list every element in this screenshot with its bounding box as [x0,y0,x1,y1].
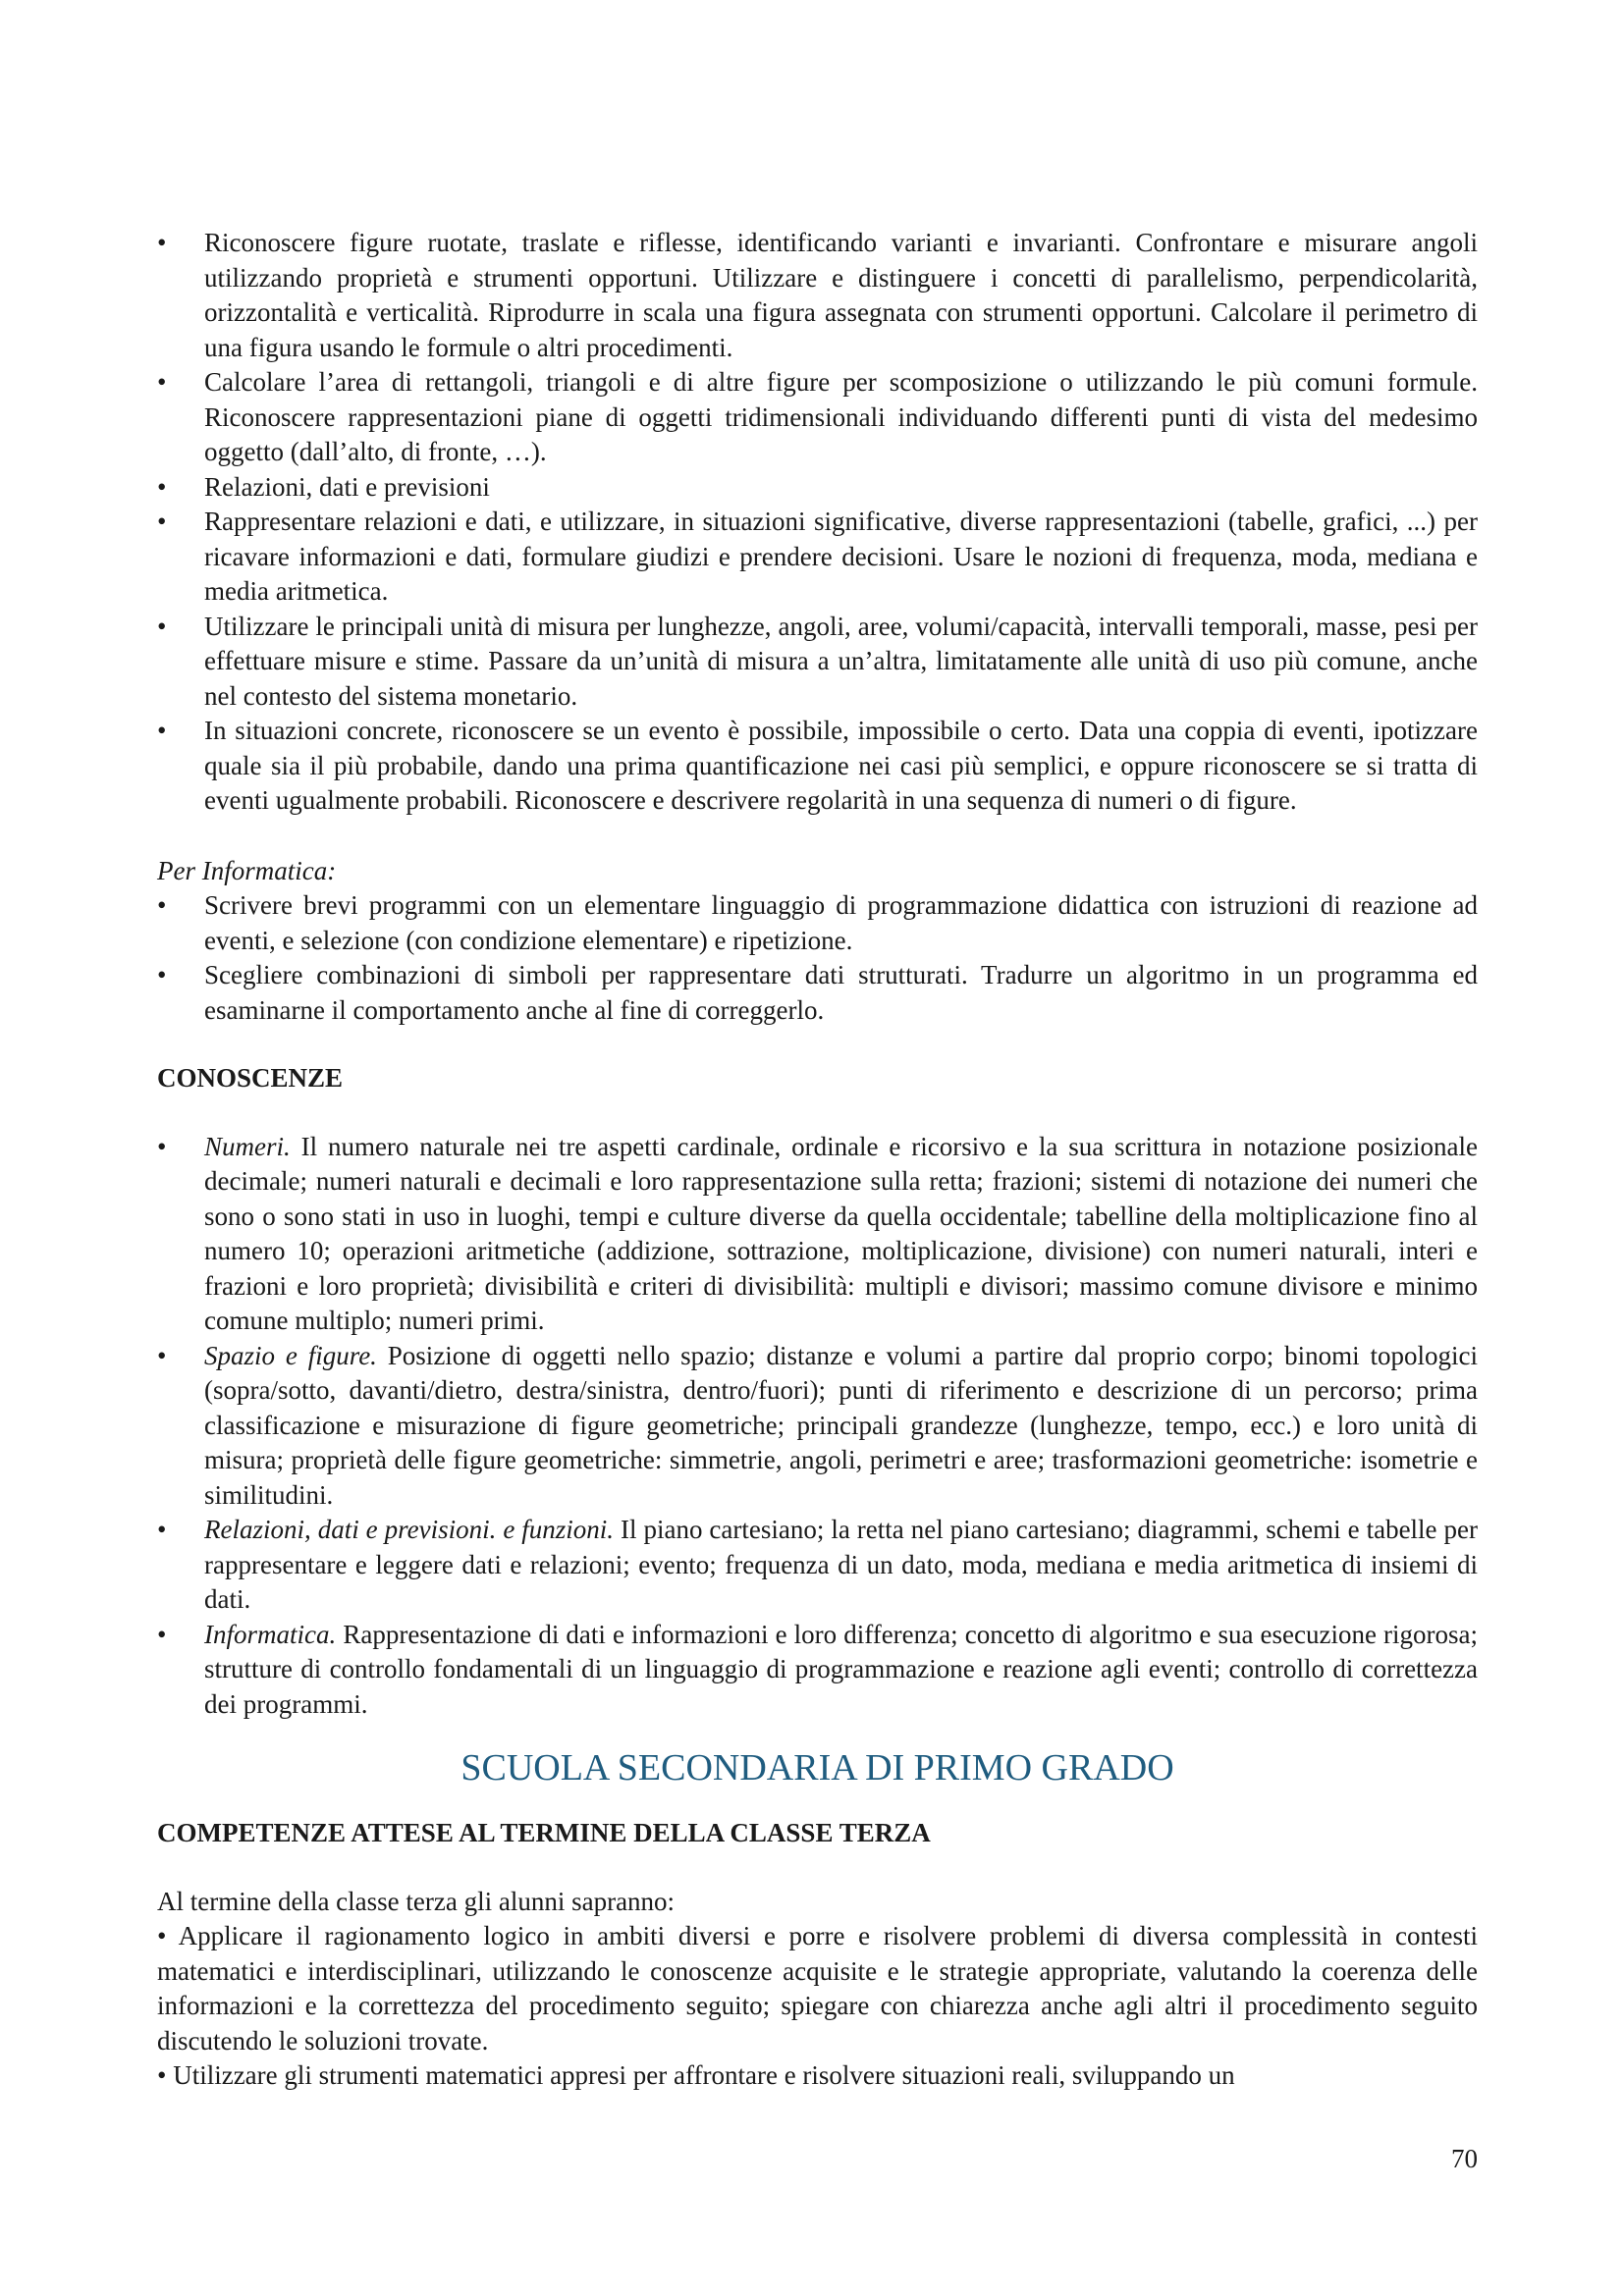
informatica-label: Per Informatica: [157,855,337,885]
item-label: Informatica. [204,1619,337,1649]
list-item: • Informatica. Rappresentazione di dati e informazioni e loro differenza; concetto di algoritmo e sua esecuzione rigorosa; strutture di controllo fondamentali di un linguaggio di programmazione e reazione agli eventi; controllo di correttezza dei programmi. [157,1619,1478,1719]
paragraph: • Applicare il ragionamento logico in ambiti diversi e porre e risolvere problemi di diversa complessità in contesti matematici e interdisciplinari, utilizzando le conoscenze acquisite e le strategie appropriate, valutando la coerenza delle informazioni e la correttezza del procedimento seguito; spiegare con chiarezza anche agli altri il procedimento seguito discutendo le soluzioni trovate. [157,1921,1478,2056]
item-label: Relazioni, dati e previsioni. e funzioni. [204,1515,615,1544]
list-item: • Relazioni, dati e previsioni [157,470,1478,506]
competenze-heading: COMPETENZE ATTESE AL TERMINE DELLA CLASSE TERZA [157,1818,931,1847]
section-title: SCUOLA SECONDARIA DI PRIMO GRADO [460,1747,1174,1789]
bullet: • [157,1340,167,1370]
objectives-list [157,226,1478,819]
bullet: • [157,1619,167,1649]
bullet: • [157,471,167,502]
list-item: • Scrivere brevi programmi con un elementare linguaggio di programmazione didattica con istruzioni di reazione ad eventi, e selezione (con condizione elementare) e ripetizione. [157,890,1478,955]
bullet: • [157,716,167,745]
bullet: • [157,507,167,536]
page-content [157,226,1478,2094]
list-item: • Rappresentare relazioni e dati, e utilizzare, in situazioni significative, diverse rappresentazioni (tabelle, grafici, ...) per ricavare informazioni e dati, formulare giudizi e prendere decisioni. Usare le nozioni di frequenza, moda, mediana e media aritmetica. [157,507,1478,606]
list-item: • In situazioni concrete, riconoscere se un evento è possibile, impossibile o certo. Data una coppia di eventi, ipotizzare quale sia il più probabile, dando una prima quantificazione nei casi più semplici, e oppure riconoscere se si tratta di eventi ugualmente probabili. Riconoscere e descrivere regolarità in una sequenza di numeri o di figure. [157,716,1478,815]
bullet: • [157,367,167,397]
list-item: • Spazio e figure. Posizione di oggetti nello spazio; distanze e volumi a partire dal proprio corpo; binomi topologici (sopra/sotto, davanti/dietro, destra/sinistra, dentro/fuori); punti di riferimento e descrizione di un percorso; prima classificazione e misurazione di figure geometriche; principali grandezze (lunghezze, tempo, ecc.) e loro unità di misura; proprietà delle figure geometriche: simmetrie, angoli, perimetri e aree; trasformazioni geometriche: isometrie e similitudini. [157,1340,1478,1510]
list-item: • Scegliere combinazioni di simboli per rappresentare dati strutturati. Tradurre un algoritmo in un programma ed esaminarne il comportamento anche al fine di correggerlo. [157,960,1478,1025]
list-item: • Riconoscere figure ruotate, traslate e riflesse, identificando varianti e invarianti. Confrontare e misurare angoli utilizzando proprietà e strumenti opportuni. Utilizzare e distinguere i concetti di parallelismo, perpendicolarità, orizzontalità e verticalità. Riprodurre in scala una figura assegnata con strumenti opportuni. Calcolare il perimetro di una figura usando le formule o altri procedimenti. [157,228,1478,362]
bullet: • [157,890,167,920]
bullet: • [157,1515,167,1544]
bullet: • [157,1131,167,1161]
bullet: • [157,611,167,641]
list-item: • Numeri. Il numero naturale nei tre aspetti cardinale, ordinale e ricorsivo e la sua scrittura in notazione posizionale decimale; numeri naturali e decimali e loro rappresentazione sulla retta; frazioni; sistemi di notazione dei numeri che sono o sono stati in uso in luoghi, tempi e culture diverse da quella occidentale; tabelline della moltiplicazione fino al numero 10; operazioni aritmetiche (addizione, sottrazione, moltiplicazione, divisione) con numeri naturali, interi e frazioni e loro proprietà; divisibilità e criteri di divisibilità: multipli e divisori; massimo comune divisore e minimo comune multiplo; numeri primi. [157,1131,1478,1335]
item-label: Spazio e figure. [204,1340,377,1370]
conoscenze-heading: CONOSCENZE [157,1063,344,1093]
page-number: 70 [1451,2144,1478,2173]
list-item: • Calcolare l’area di rettangoli, triangoli e di altre figure per scomposizione o utilizzando le più comuni formule. Riconoscere rappresentazioni piane di oggetti tridimensionali individuando differenti punti di vista del medesimo oggetto (dall’alto, di fronte, …). [157,367,1478,466]
bullet: • [157,960,167,989]
list-item: • Utilizzare le principali unità di misura per lunghezze, angoli, aree, volumi/capacità, intervalli temporali, masse, pesi per effettuare misure e stime. Passare da un’unità di misura a un’altra, limitatamente alle unità di uso più comune, anche nel contesto del sistema monetario. [157,611,1478,711]
item-label: Numeri. [204,1131,291,1161]
paragraph: • Utilizzare gli strumenti matematici appresi per affrontare e risolvere situazioni reali, sviluppando un [157,2060,1235,2090]
list-item: • Relazioni, dati e previsioni. e funzioni. Il piano cartesiano; la retta nel piano cartesiano; diagrammi, schemi e tabelle per rappresentare e leggere dati e relazioni; evento; frequenza di un dato, moda, mediana e media aritmetica di insiemi di dati. [157,1515,1478,1614]
informatica-list [157,888,1478,1028]
intro-text: Al termine della classe terza gli alunni sapranno: [157,1886,676,1916]
bullet: • [157,228,167,257]
conoscenze-list [157,1130,1478,1723]
